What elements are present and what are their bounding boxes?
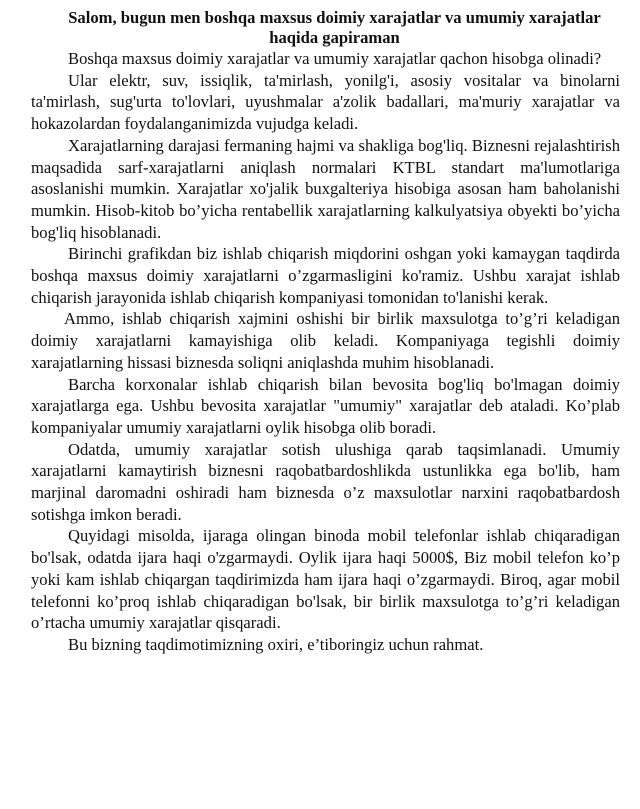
paragraph-7: Odatda, umumiy xarajatlar sotish ulushiga qarab taqsimlanadi. Umumiy xarajatlarni kamaytirish biznesni raqobatbardoshlikda ustunlikka ega bo'lib, ham marjinal daromadni oshiradi ham biznesda o’z maxsulotlar narxini raqobatbardosh sotishga imkon beradi. [31, 439, 620, 524]
paragraph-3: Xarajatlarning darajasi fermaning hajmi va shakliga bog'liq. Biznesni rejalashtirish maqsadida sarf-xarajatlarni aniqlash normalari KTBL standart ma'lumotlariga asoslanishi mumkin. Xarajatlar xo'jalik buxgalteriya hisobiga asosan ham baholanishi mumkin. Hisob-kitob bo’yicha rentabellik xarajatlarning kalkulyatsiya obyekti bo’yicha bog'liq hisoblanadi. [31, 135, 620, 242]
paragraph-4: Birinchi grafikdan biz ishlab chiqarish miqdorini oshgan yoki kamaygan taqdirda boshqa maxsus doimiy xarajatlarni o’zgarmasligini ko'ramiz. Ushbu xarajat ishlab chiqarish jarayonida ishlab chiqarish kompaniyasi tomonidan to'lanishi kerak. [31, 244, 620, 307]
paragraph-6: Barcha korxonalar ishlab chiqarish bilan bevosita bog'liq bo'lmagan doimiy xarajatlarga ega. Ushbu bevosita xarajatlar "umumiy" xarajatlar deb ataladi. Ko’plab kompaniyalar umumiy xarajatlarni oylik hisobga olib boradi. [31, 374, 620, 437]
paragraph-9: Bu bizning taqdimotimizning oxiri, e’tiboringiz uchun rahmat. [68, 634, 484, 654]
paragraph-5: Ammo, ishlab chiqarish xajmini oshishi bir birlik maxsulotga to’g’ri keladigan doimiy xarajatlarni kamayishiga olib keladi. Kompaniyaga tegishli doimiy xarajatlarning hissasi biznesda soliqni aniqlashda muhim hisoblanadi. [31, 309, 620, 372]
paragraph-2: Ular elektr, suv, issiqlik, ta'mirlash, yonilg'i, asosiy vositalar va binolarni ta'mirlash, sug'urta to'lovlari, uyushmalar a'zolik badallari, ma'muriy xarajatlar va hokazolardan foydalanganimizda vujudga keladi. [31, 70, 620, 134]
paragraph-1: Boshqa maxsus doimiy xarajatlar va umumiy xarajatlar qachon hisobga olinadi? [68, 49, 602, 68]
paragraph-8: Quyidagi misolda, ijaraga olingan binoda mobil telefonlar ishlab chiqaradigan bo'lsak, odatda ijara haqi o'zgarmaydi. Oylik ijara haqi 5000$, Biz mobil telefon ko’p yoki kam ishlab chiqargan taqdirimizda ham ijara haqi o’zgarmaydi. Biroq, agar mobil telefonni ko’proq ishlab chiqaradigan bo'lsak, bir birlik maxsulotga to’g’ri keladigan o’rtacha umumiy xarajatlar qisqaradi. [31, 526, 620, 633]
document-title: Salom, bugun men boshqa maxsus doimiy xarajatlar va umumiy xarajatlar haqida gapiraman [68, 8, 601, 47]
